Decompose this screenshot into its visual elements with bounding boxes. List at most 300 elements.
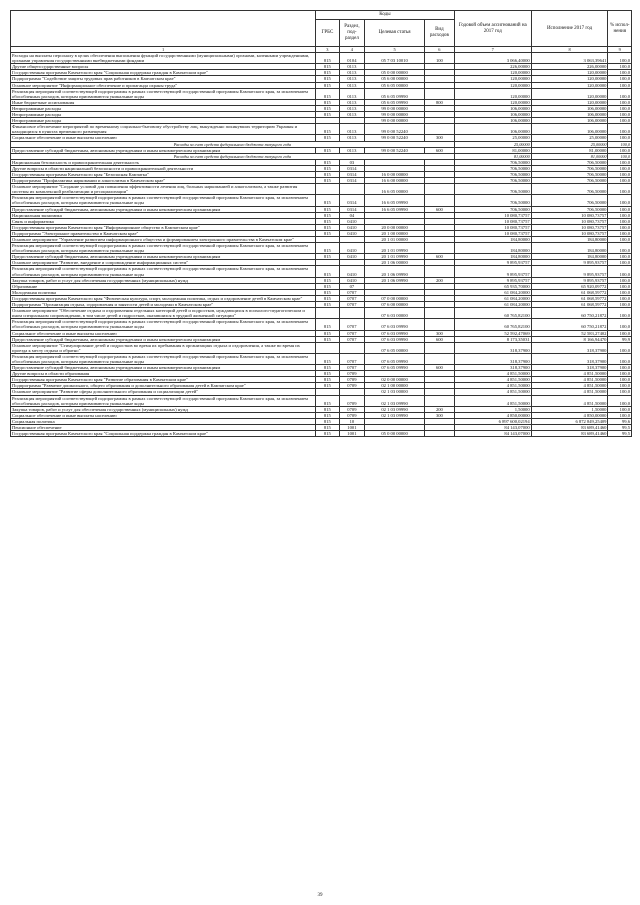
header-codes: Коды (316, 11, 455, 20)
cell-name: Реализация мероприятий соответствующей подпрограммы в рамках соответствующей государственной программы Камчатского края, за исключением обособленных расходов, которым присваиваются уникальные коды (11, 395, 316, 406)
cell-fact: 10 080,73757 (531, 230, 608, 236)
cell-plan: 3 066,40000 (454, 53, 531, 64)
cell-grbs: 815 (316, 147, 339, 153)
cell-sec: 0709 (339, 395, 365, 406)
cell-plan: 6 897 600,02194 (454, 418, 531, 424)
cell-plan: 106,00000 (454, 112, 531, 118)
cell-sec: 0707 (339, 365, 365, 371)
cell-grbs: 815 (316, 266, 339, 277)
cell-grbs: 815 (316, 395, 339, 406)
cell-name: Основное мероприятие "Развитие, внедрение и сопровождение информационных систем" (11, 260, 316, 266)
cell-plan: 60 765,82100 (454, 308, 531, 319)
cell-plan: 61 084,20000 (454, 289, 531, 295)
cell-target: 07 6 05 09990 (365, 365, 425, 371)
cell-sec: 0709 (339, 406, 365, 412)
cell-grbs: 815 (316, 336, 339, 342)
table-row (11, 243, 632, 254)
cell-grbs: 815 (316, 195, 339, 206)
cell-grbs (316, 342, 339, 353)
cell-fact: 106,00000 (531, 112, 608, 118)
table-row (11, 431, 632, 437)
cell-fact: 81,00000 (531, 153, 608, 159)
cell-target: 99 0 00 00000 (365, 112, 425, 118)
cell-name: Социальное обеспечение и иные выплаты населению (11, 412, 316, 418)
cell-vr: 200 (424, 277, 454, 283)
cell-pct: 100,0 (608, 277, 632, 283)
table-body (11, 47, 632, 437)
cell-grbs: 815 (316, 212, 339, 218)
cell-fact: 706,50000 (531, 178, 608, 184)
table-row (11, 395, 632, 406)
cell-name: Государственная программа Камчатского края "Безопасная Камчатка" (11, 171, 316, 177)
cell-grbs: 815 (316, 171, 339, 177)
cell-fact: 81,00000 (531, 147, 608, 153)
cell-target: 02 1 03 00000 (365, 389, 425, 395)
cell-fact: 9 895,93757 (531, 277, 608, 283)
cell-target: 99 0 00 52240 (365, 124, 425, 135)
cell-pct: 100,0 (608, 105, 632, 111)
cell-sec: 0113 (339, 105, 365, 111)
cell-pct: 100,0 (608, 295, 632, 301)
cell-name: Основное мероприятие "Обеспечение отдыха и оздоровления отдельных категорий детей и подростков, нуждающихся в психолого-педагогическом и ином специальном сопровождении, в том числе детей и подростков, оказавшихся в трудной жизненной ситуации" (11, 308, 316, 319)
cell-sec: 0314 (339, 165, 365, 171)
cell-sec: 0113 (339, 112, 365, 118)
cell-vr: 300 (424, 135, 454, 141)
cell-sec: 0707 (339, 353, 365, 364)
cell-fact: 120,00000 (531, 99, 608, 105)
cell-plan: 706,50000 (454, 178, 531, 184)
cell-plan: 4 851,50000 (454, 377, 531, 383)
cell-target: 99 0 00 00000 (365, 118, 425, 124)
cell-fact: 3 063,39641 (531, 53, 608, 64)
cell-sec: 04 (339, 212, 365, 218)
cell-plan: 226,00000 (454, 64, 531, 70)
cell-plan: 10 080,73757 (454, 218, 531, 224)
cell-sec: 0410 (339, 218, 365, 224)
cell-vr: 100 (424, 53, 454, 64)
cell-name: Непрограммные расходы (11, 105, 316, 111)
cell-grbs: 815 (316, 112, 339, 118)
cell-pct: 100,0 (608, 82, 632, 88)
cell-plan: 25,00000 (454, 135, 531, 141)
cell-plan: 184,80000 (454, 243, 531, 254)
cell-pct: 100,0 (608, 165, 632, 171)
cell-fact: 184,80000 (531, 243, 608, 254)
cell-name: Подпрограмма "Организация отдыха, оздоровления и занятости детей и молодежи в Камчатском крае" (11, 302, 316, 308)
cell-grbs: 815 (316, 319, 339, 330)
cell-pct: 99,6 (608, 418, 632, 424)
cell-vr: 300 (424, 330, 454, 336)
cell-plan: 706,50000 (454, 184, 531, 195)
cell-fact: 184,80000 (531, 237, 608, 243)
cell-grbs: 815 (316, 283, 339, 289)
cell-name: Закупка товаров, работ и услуг для обеспечения государственных (муниципальных) нужд (11, 277, 316, 283)
cell-plan: 10 080,73757 (454, 224, 531, 230)
cell-name: Непрограммные расходы (11, 112, 316, 118)
cell-pct: 100,0 (608, 64, 632, 70)
cell-sec: 0113 (339, 88, 365, 99)
cell-plan: 706,50000 (454, 165, 531, 171)
cell-target: 05 6 00 00000 (365, 76, 425, 82)
cell-plan: 65 935,70000 (454, 283, 531, 289)
cell-pct: 100,0 (608, 230, 632, 236)
cell-fact: 4 851,50000 (531, 383, 608, 389)
cell-plan: 10 080,73757 (454, 230, 531, 236)
cell-pct: 100,0 (608, 88, 632, 99)
cell-plan: 120,00000 (454, 82, 531, 88)
cell-name: Государственная программа Камчатского края "Информационное общество в Камчатском крае" (11, 224, 316, 230)
cell-sec: 0314 (339, 195, 365, 206)
cell-grbs (316, 308, 339, 319)
column-number: 8 (531, 47, 608, 53)
cell-grbs: 815 (316, 425, 339, 431)
cell-sec: 0314 (339, 171, 365, 177)
cell-target: 07 6 00 00000 (365, 302, 425, 308)
cell-name: Государственная программа Камчатского края "Развитие образования в Камчатском крае" (11, 377, 316, 383)
cell-fact: 25,00000 (531, 135, 608, 141)
cell-fact: 106,00000 (531, 124, 608, 135)
cell-plan: 9 895,93757 (454, 277, 531, 283)
cell-sec: 0709 (339, 383, 365, 389)
cell-pct: 100,0 (608, 319, 632, 330)
cell-plan: 84 143,07000 (454, 425, 531, 431)
cell-target: 02 1 03 09990 (365, 412, 425, 418)
cell-grbs: 815 (316, 135, 339, 141)
cell-grbs: 815 (316, 159, 339, 165)
cell-name: Подпрограмма "Электронное правительство в Камчатском крае" (11, 230, 316, 236)
cell-plan: 318,37900 (454, 353, 531, 364)
cell-sec: 0314 (339, 178, 365, 184)
cell-vr (424, 342, 454, 353)
table-row (11, 124, 632, 135)
cell-name: Социальное обеспечение и иные выплаты населению (11, 135, 316, 141)
cell-pct: 100,0 (608, 308, 632, 319)
cell-name: Социальное обеспечение и иные выплаты населению (11, 330, 316, 336)
cell-pct: 100,0 (608, 353, 632, 364)
cell-sec: 07 (339, 283, 365, 289)
cell-plan: 9 895,93757 (454, 266, 531, 277)
cell-fact: 10 080,73757 (531, 212, 608, 218)
cell-fact: 61 068,59772 (531, 289, 608, 295)
cell-fact: 4 851,50000 (531, 377, 608, 383)
cell-pct: 100,0 (608, 218, 632, 224)
cell-sec: 10 (339, 418, 365, 424)
cell-fact: 120,00000 (531, 88, 608, 99)
cell-fact: 1,50000 (531, 406, 608, 412)
cell-pct: 99,5 (608, 431, 632, 437)
cell-grbs: 815 (316, 353, 339, 364)
cell-pct: 100,0 (608, 70, 632, 76)
cell-plan: 61 084,20000 (454, 302, 531, 308)
cell-vr: 600 (424, 206, 454, 212)
cell-sec: 0113 (339, 147, 365, 153)
cell-grbs: 815 (316, 289, 339, 295)
cell-vr (424, 195, 454, 206)
row-note: Расходы за счет средств федерального бюджета текущего года (11, 141, 455, 147)
cell-name: Предоставление субсидий бюджетным, автономным учреждениям и иным некоммерческим организациям (11, 336, 316, 342)
cell-target: 02 1 03 09990 (365, 406, 425, 412)
cell-fact: 83 689,41460 (531, 431, 608, 437)
cell-target: 16 6 05 09990 (365, 195, 425, 206)
cell-vr: 300 (424, 412, 454, 418)
cell-plan: 184,80000 (454, 237, 531, 243)
cell-fact: 318,37900 (531, 353, 608, 364)
table-row (11, 195, 632, 206)
cell-fact: 4 851,50000 (531, 395, 608, 406)
table-row (11, 342, 632, 353)
cell-name: Подпрограмма "Развитие дошкольного, общего образования и дополнительного образования детей в Камчатском крае" (11, 383, 316, 389)
cell-fact: 706,50000 (531, 195, 608, 206)
cell-vr (424, 184, 454, 195)
column-number: 1 (11, 47, 316, 53)
cell-pct: 100,0 (608, 153, 632, 159)
cell-name: Предоставление субсидий бюджетным, автономным учреждениям и иным некоммерческим организациям (11, 147, 316, 153)
column-number: 7 (454, 47, 531, 53)
cell-name: Образование (11, 283, 316, 289)
cell-pct: 100,0 (608, 289, 632, 295)
cell-target: 07 6 03 00000 (365, 308, 425, 319)
cell-pct: 100,0 (608, 395, 632, 406)
cell-fact: 120,00000 (531, 82, 608, 88)
cell-fact: 9 895,93757 (531, 266, 608, 277)
cell-plan: 1,50000 (454, 406, 531, 412)
cell-plan: 184,80000 (454, 254, 531, 260)
cell-sec: 0410 (339, 277, 365, 283)
cell-target: 07 6 05 00000 (365, 342, 425, 353)
cell-target: 02 0 00 00000 (365, 377, 425, 383)
cell-target: 07 0 00 00000 (365, 295, 425, 301)
header-executed: Исполнение 2017 год (531, 11, 608, 47)
cell-pct: 100,0 (608, 371, 632, 377)
cell-name: Закупка товаров, работ и услуг для обеспечения государственных (муниципальных) нужд (11, 406, 316, 412)
cell-fact: 318,37900 (531, 342, 608, 353)
cell-name: Основное мероприятие "Создание условий для повышения эффективности лечения лиц, больных наркоманией и алкоголизмом, а также развития системы их комплексной реабилитации и ресоциализации" (11, 184, 316, 195)
cell-sec (339, 342, 365, 353)
cell-vr (424, 266, 454, 277)
cell-target: 16 6 00 00000 (365, 178, 425, 184)
cell-sec: 0113 (339, 82, 365, 88)
header-approved: Годовой объем ассигнований на 2017 год (454, 11, 531, 47)
header-percent: % испол-нения (608, 11, 632, 47)
cell-pct: 100,0 (608, 159, 632, 165)
cell-pct: 100,0 (608, 184, 632, 195)
cell-vr (424, 88, 454, 99)
cell-vr (424, 395, 454, 406)
cell-name: Государственная программа Камчатского края "Социальная поддержка граждан в Камчатском крае" (11, 70, 316, 76)
cell-sec: 0707 (339, 302, 365, 308)
cell-pct: 100,0 (608, 389, 632, 395)
table-row (11, 88, 632, 99)
cell-sec: 0709 (339, 377, 365, 383)
cell-plan: 106,00000 (454, 124, 531, 135)
cell-grbs: 815 (316, 88, 339, 99)
cell-pct: 100,0 (608, 383, 632, 389)
cell-vr: 600 (424, 254, 454, 260)
cell-pct: 100,0 (608, 342, 632, 353)
cell-name: Другие вопросы в области национальной безопасности и правоохранительной деятельности (11, 165, 316, 171)
cell-grbs: 815 (316, 243, 339, 254)
cell-target: 20 1 01 09990 (365, 243, 425, 254)
cell-name: Подпрограмма "Содействие защиты трудовых прав работников в Камчатском крае" (11, 76, 316, 82)
cell-name: Государственная программа Камчатского края "Социальная поддержка граждан в Камчатском крае" (11, 431, 316, 437)
report-sheet (10, 10, 632, 437)
cell-fact: 60 750,21872 (531, 319, 608, 330)
cell-grbs: 815 (316, 277, 339, 283)
cell-pct: 99,5 (608, 425, 632, 431)
cell-plan: 106,00000 (454, 105, 531, 111)
cell-target: 99 0 00 52240 (365, 135, 425, 141)
column-number: 6 (424, 47, 454, 53)
cell-grbs: 815 (316, 302, 339, 308)
cell-pct: 100,0 (608, 365, 632, 371)
cell-vr (424, 124, 454, 135)
cell-fact: 120,00000 (531, 76, 608, 82)
table-row (11, 266, 632, 277)
cell-sec: 0410 (339, 254, 365, 260)
cell-grbs: 815 (316, 230, 339, 236)
cell-plan: 120,00000 (454, 70, 531, 76)
column-number: 9 (608, 47, 632, 53)
cell-plan: 120,00000 (454, 99, 531, 105)
cell-grbs: 815 (316, 70, 339, 76)
cell-vr: 800 (424, 99, 454, 105)
cell-plan: 706,50000 (454, 206, 531, 212)
cell-fact: 4 850,00000 (531, 412, 608, 418)
cell-sec: 1001 (339, 425, 365, 431)
cell-pct: 100,0 (608, 330, 632, 336)
cell-sec: 0709 (339, 371, 365, 377)
table-row (11, 184, 632, 195)
cell-name: Пенсионное обеспечение (11, 425, 316, 431)
cell-fact: 25,00000 (531, 141, 608, 147)
cell-pct: 100,0 (608, 243, 632, 254)
cell-grbs: 815 (316, 406, 339, 412)
cell-grbs: 815 (316, 53, 339, 64)
cell-name: Подпрограмма "Профилактика наркомании и алкоголизма в Камчатском крае" (11, 178, 316, 184)
cell-pct: 100,0 (608, 171, 632, 177)
cell-target: 20 1 00 00000 (365, 230, 425, 236)
cell-pct: 100,0 (608, 206, 632, 212)
cell-target: 02 1 03 09990 (365, 395, 425, 406)
cell-name: Другие общегосударственные вопросы (11, 64, 316, 70)
cell-plan: 60 765,82100 (454, 319, 531, 330)
cell-target: 05 6 05 09990 (365, 88, 425, 99)
cell-grbs: 815 (316, 377, 339, 383)
cell-target: 02 1 00 00000 (365, 383, 425, 389)
cell-name: Реализация мероприятий соответствующей подпрограммы в рамках соответствующей государственной программы Камчатского края, за исключением обособленных расходов, которым присваиваются уникальные коды (11, 266, 316, 277)
cell-pct: 100,0 (608, 141, 632, 147)
cell-plan: 4 851,50000 (454, 395, 531, 406)
cell-grbs: 815 (316, 431, 339, 437)
cell-plan: 25,00000 (454, 141, 531, 147)
row-note: Расходы за счет средств федерального бюджета текущего года (11, 153, 455, 159)
cell-grbs: 815 (316, 206, 339, 212)
cell-grbs: 815 (316, 224, 339, 230)
cell-pct: 100,0 (608, 135, 632, 141)
cell-name: Предоставление субсидий бюджетным, автономным учреждениям и иным некоммерческим организациям (11, 206, 316, 212)
cell-fact: 226,00000 (531, 64, 608, 70)
cell-vr: 600 (424, 365, 454, 371)
cell-fact: 60 750,21872 (531, 308, 608, 319)
cell-pct: 100,0 (608, 212, 632, 218)
cell-pct: 100,0 (608, 260, 632, 266)
cell-fact: 318,37900 (531, 365, 608, 371)
cell-fact: 706,50000 (531, 159, 608, 165)
cell-pct: 100,0 (608, 118, 632, 124)
cell-name: Предоставление субсидий бюджетным, автономным учреждениям и иным некоммерческим организациям (11, 254, 316, 260)
cell-target: 07 6 05 09990 (365, 353, 425, 364)
cell-vr: 200 (424, 406, 454, 412)
cell-pct: 100,0 (608, 412, 632, 418)
cell-sec (339, 184, 365, 195)
cell-plan: 52 592,47069 (454, 330, 531, 336)
cell-fact: 83 689,41460 (531, 425, 608, 431)
cell-plan: 706,50000 (454, 195, 531, 206)
cell-plan: 61 084,20000 (454, 295, 531, 301)
cell-fact: 9 895,93757 (531, 260, 608, 266)
cell-target: 99 0 00 00000 (365, 105, 425, 111)
cell-sec: 0113 (339, 99, 365, 105)
cell-name: Основное мероприятие "Управление развитием информационного общества и формированием электронного правительства в Камчатском крае" (11, 237, 316, 243)
cell-sec: 0410 (339, 243, 365, 254)
page-number: 39 (317, 893, 323, 898)
cell-sec: 1001 (339, 431, 365, 437)
cell-sec: 0410 (339, 266, 365, 277)
cell-fact: 6 872 849,25409 (531, 418, 608, 424)
cell-name: Национальная экономика (11, 212, 316, 218)
cell-grbs: 815 (316, 295, 339, 301)
cell-pct: 100,0 (608, 302, 632, 308)
cell-fact: 8 166,94470 (531, 336, 608, 342)
cell-target: 16 6 05 00000 (365, 184, 425, 195)
header-name-blank (11, 11, 316, 47)
cell-grbs: 815 (316, 76, 339, 82)
cell-pct: 100,0 (608, 406, 632, 412)
cell-fact: 706,50000 (531, 171, 608, 177)
cell-fact: 65 920,09772 (531, 283, 608, 289)
cell-pct: 99,9 (608, 336, 632, 342)
cell-target: 99 0 00 52240 (365, 147, 425, 153)
cell-name: Финансовое обеспечение мероприятий по временному социально-бытовому обустройству лиц, вынужденно покинувших территорию Украины и находящихся в пунктах временного размещения (11, 124, 316, 135)
cell-plan: 10 080,73757 (454, 212, 531, 218)
cell-plan: 4 851,50000 (454, 371, 531, 377)
cell-name: Государственная программа Камчатского края "Физическая культура, спорт, молодежная политика, отдых и оздоровление детей в Камчатском крае" (11, 295, 316, 301)
cell-target: 07 6 03 09990 (365, 336, 425, 342)
cell-target: 20 1 06 09990 (365, 277, 425, 283)
cell-fact: 106,00000 (531, 105, 608, 111)
cell-name: Расходы на выплаты персоналу в целях обеспечения выполнения функций государственными (муниципальными) органами, казенными учреждениями, органами управления государственными внебюджетными фондами (11, 53, 316, 64)
cell-vr (424, 243, 454, 254)
cell-plan: 9 895,93757 (454, 260, 531, 266)
cell-target: 20 1 01 00000 (365, 237, 425, 243)
header-section: Раздел, под-раздел (339, 20, 365, 47)
cell-pct: 100,0 (608, 178, 632, 184)
cell-sec: 0113 (339, 124, 365, 135)
cell-sec: 0104 (339, 53, 365, 64)
cell-sec: 0707 (339, 289, 365, 295)
cell-pct: 100,0 (608, 53, 632, 64)
cell-plan: 318,37900 (454, 342, 531, 353)
cell-vr (424, 319, 454, 330)
cell-grbs: 815 (316, 412, 339, 418)
cell-plan: 120,00000 (454, 88, 531, 99)
cell-fact: 184,80000 (531, 254, 608, 260)
cell-name: Реализация мероприятий соответствующей подпрограммы в рамках соответствующей государственной программы Камчатского края, за исключением обособленных расходов, которым присваиваются уникальные коды (11, 88, 316, 99)
table-row (11, 53, 632, 64)
cell-sec: 0113 (339, 76, 365, 82)
table-row (11, 308, 632, 319)
cell-plan: 706,50000 (454, 159, 531, 165)
